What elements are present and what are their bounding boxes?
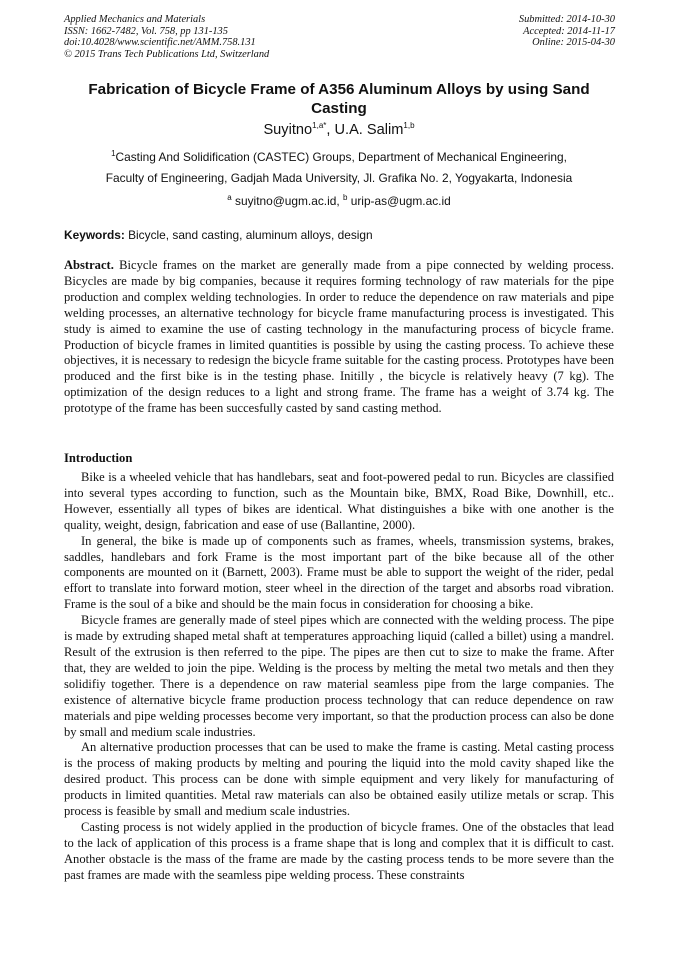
intro-paragraph: Bike is a wheeled vehicle that has handlebars, seat and foot-powered pedal to run. Bicycles are classified into several types according to function, such as the Mountain bike, BMX, Road Bike, Downhill, etc.. However, essentially all types of bikes are identical. What distinguishes a bike with one another is the quality, weight, design, fabrication and ease of use (Ballantine, 2000). (64, 470, 614, 532)
email-b: urip-as@ugm.ac.id (347, 194, 451, 208)
journal-header-right (519, 14, 615, 49)
author-line (64, 121, 614, 139)
author-1: Suyitno (263, 122, 313, 138)
issn-line: ISSN: 1662-7482, Vol. 758, pp 131-135 (64, 25, 228, 37)
author-1-affiliation: 1,a* (312, 121, 327, 131)
online-date: Online: 2015-04-30 (532, 37, 615, 49)
journal-header-left (64, 14, 269, 60)
affiliation-line-2: Faculty of Engineering, Gadjah Mada University, Jl. Grafika No. 2, Yogyakarta, Indonesia (105, 171, 573, 185)
submitted-date: Submitted: 2014-10-30 (518, 14, 615, 25)
email-a-marker: a (227, 193, 232, 203)
abstract-paragraph (64, 258, 614, 417)
affiliation-text-1: Casting And Solidification (CASTEC) Groups, Department of Mechanical Engineering, (115, 150, 567, 164)
affiliation-line-1 (64, 150, 614, 164)
abstract (64, 258, 614, 417)
author-separator: , (326, 122, 335, 138)
affiliation-marker: 1 (111, 149, 116, 159)
abstract-text: Bicycle frames on the market are generally made from a pipe connected by welding process. Bicycles are made by big companies, because it requires forming technology of raw materials for the pipe production and complex welding technologies. In order to reduce the dependence on raw materials and pipe welding processes, an alternative technology for bicycle frame manufacturing process is investigated. This study is aimed to examine the use of casting technology in the manufacturing process of bicycle frame. Production of bicycle frames in limited quantities is possible by using the casting process. To achieve these objectives, it is necessary to redesign the bicycle frame suitable for the casting process. Prototypes have been produced and the first bike is in the testing phase. Initilly , the bicycle is relatively heavy (7 kg). The optimization of the design reduces to a light and strong frame. The frame has a weight of 3.74 kg. The prototype of the frame has been succesfully casted by sand casting method. (64, 258, 614, 416)
intro-paragraph: An alternative production processes that can be used to make the frame is casting. Metal casting process is the process of making products by melting and pouring the liquid into the mold cavity shaped like the desired product. This process can be done with simple equipment and very likely for manufacturing of products in limited quantities. Metal raw materials can also be obtained easily utilize metals or scrap. This process is feasible by small and medium scale industries. (64, 740, 614, 819)
intro-paragraph: Casting process is not widely applied in the production of bicycle frames. One of the obstacles that lead to the lack of application of this process is a frame shape that is long and complex that it is difficult to cast. Another obstacle is the mass of the frame are made by the casting process tends to be more severe than the past frames are made with the seamless pipe welding process. These constraints (64, 819, 614, 882)
email-line (64, 194, 614, 208)
author-2-affiliation: 1,b (403, 121, 415, 131)
keywords-text: Bicycle, sand casting, aluminum alloys, design (124, 228, 373, 242)
doi-line: doi:10.4028/www.scientific.net/AMM.758.131 (64, 37, 256, 49)
keywords (64, 228, 373, 242)
journal-name: Applied Mechanics and Materials (64, 14, 206, 25)
accepted-date: Accepted: 2014-11-17 (523, 25, 615, 37)
intro-paragraph: Bicycle frames are generally made of steel pipes which are connected with the welding process. The pipe is made by extruding shaped metal shaft at temperatures approaching liquid (called a billet) using a mandrel. Result of the extrusion is then referred to the pipe. The pipes are then cut to size to make the frame. After that, they are welded to join the pipe. Welding is the process by melting the metal two metals and then they solidifiy together. There is a dependence on raw material seamless pipe from the large companies. The existence of alternative bicycle frame production process technology that can reduce dependence on raw materials and pipe welding processes become very important, so that the production process can also be done by small and medium scale industries. (64, 613, 614, 739)
email-a: suyitno@ugm.ac.id, (231, 194, 343, 208)
introduction-body (64, 470, 614, 884)
email-b-marker: b (342, 193, 348, 203)
introduction-heading: Introduction (64, 451, 133, 465)
author-2: U.A. Salim (334, 122, 404, 138)
intro-paragraph: In general, the bike is made up of components such as frames, wheels, transmission systems, brakes, saddles, handlebars and fork Frame is the most important part of the bike because all of the other components are mounted on it (Barnett, 2003). Frame must be able to support the weight of the rider, pedal effort to translate into forward motion, steer wheel in the direction of the target and absorbs road vibration. Frame is the soul of a bike and should be the main focus in consideration for choosing a bike. (64, 533, 614, 612)
abstract-label: Abstract. (64, 258, 114, 272)
copyright-line: © 2015 Trans Tech Publications Ltd, Switzerland (64, 48, 270, 60)
paper-title: Fabrication of Bicycle Frame of A356 Aluminum Alloys by using Sand Casting (88, 81, 590, 117)
keywords-label: Keywords: (64, 228, 125, 242)
